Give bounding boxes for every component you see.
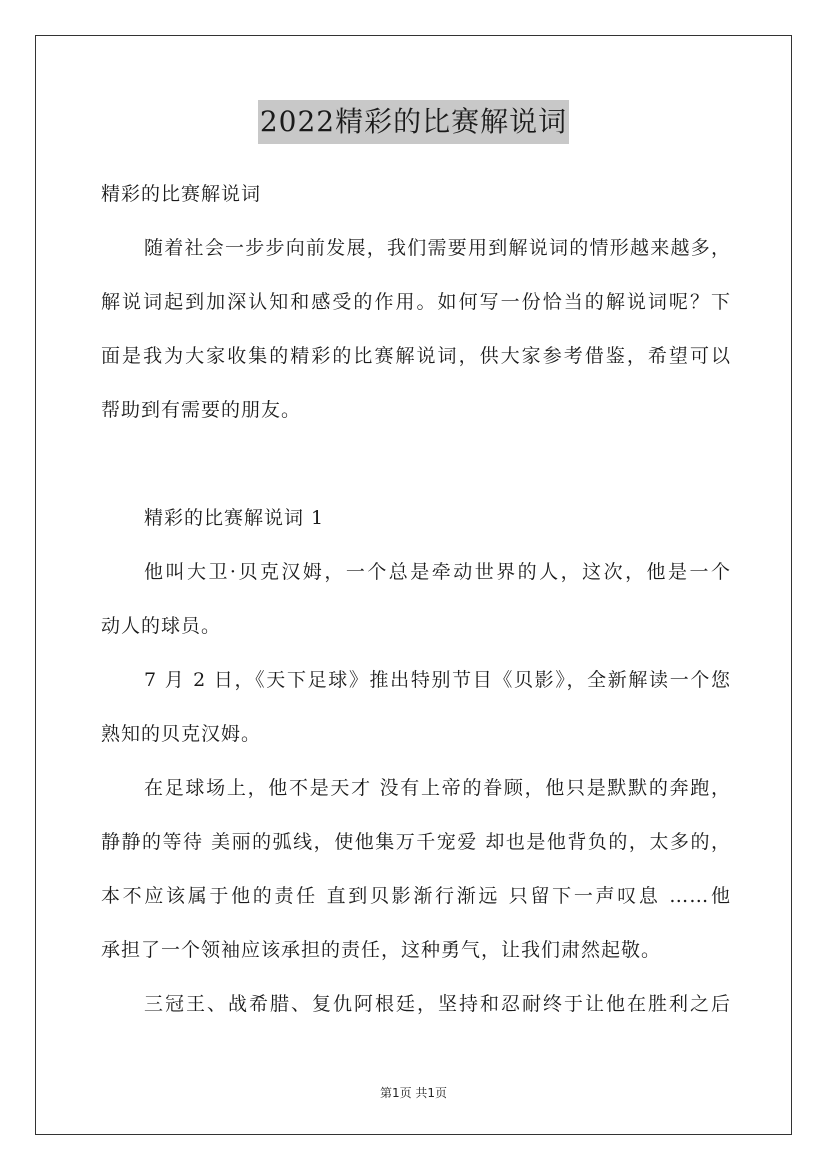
paragraph-line: 动人的球员。 [101, 615, 222, 637]
paragraph-line: 静静的等待 美丽的弧线，使他集万千宠爱 却也是他背负的，太多的， [101, 831, 731, 853]
paragraph-line: 他叫大卫·贝克汉姆，一个总是牵动世界的人，这次，他是一个 [144, 561, 731, 583]
blank-line [101, 440, 731, 494]
intro-line: 随着社会一步步向前发展，我们需要用到解说词的情形越来越多， [144, 237, 731, 259]
paragraph-line: 承担了一个领袖应该承担的责任，这种勇气，让我们肃然起敬。 [101, 939, 662, 961]
page-number: 第1页 共1页 [379, 1086, 448, 1100]
title-container [0, 100, 827, 144]
paragraph-line: 7 月 2 日，《天下足球》推出特别节目《贝影》，全新解读一个您 [144, 669, 731, 691]
document-title: 2022精彩的比赛解说词 [258, 100, 569, 144]
paragraph-line: 在足球场上，他不是天才 没有上帝的眷顾，他只是默默的奔跑， [144, 777, 731, 799]
intro-line: 面是我为大家收集的精彩的比赛解说词，供大家参考借鉴，希望可以 [101, 345, 731, 367]
intro-line: 帮助到有需要的朋友。 [101, 399, 302, 421]
subtitle: 精彩的比赛解说词 [101, 183, 262, 205]
document-body [101, 170, 731, 1034]
paragraph-line: 本不应该属于他的责任 直到贝影渐行渐远 只留下一声叹息 ……他 [101, 885, 731, 907]
paragraph-line: 三冠王、战希腊、复仇阿根廷，坚持和忍耐终于让他在胜利之后 [144, 993, 731, 1015]
intro-line: 解说词起到加深认知和感受的作用。如何写一份恰当的解说词呢？下 [101, 291, 731, 313]
paragraph-line: 熟知的贝克汉姆。 [101, 723, 262, 745]
section-heading: 精彩的比赛解说词 1 [144, 507, 325, 529]
